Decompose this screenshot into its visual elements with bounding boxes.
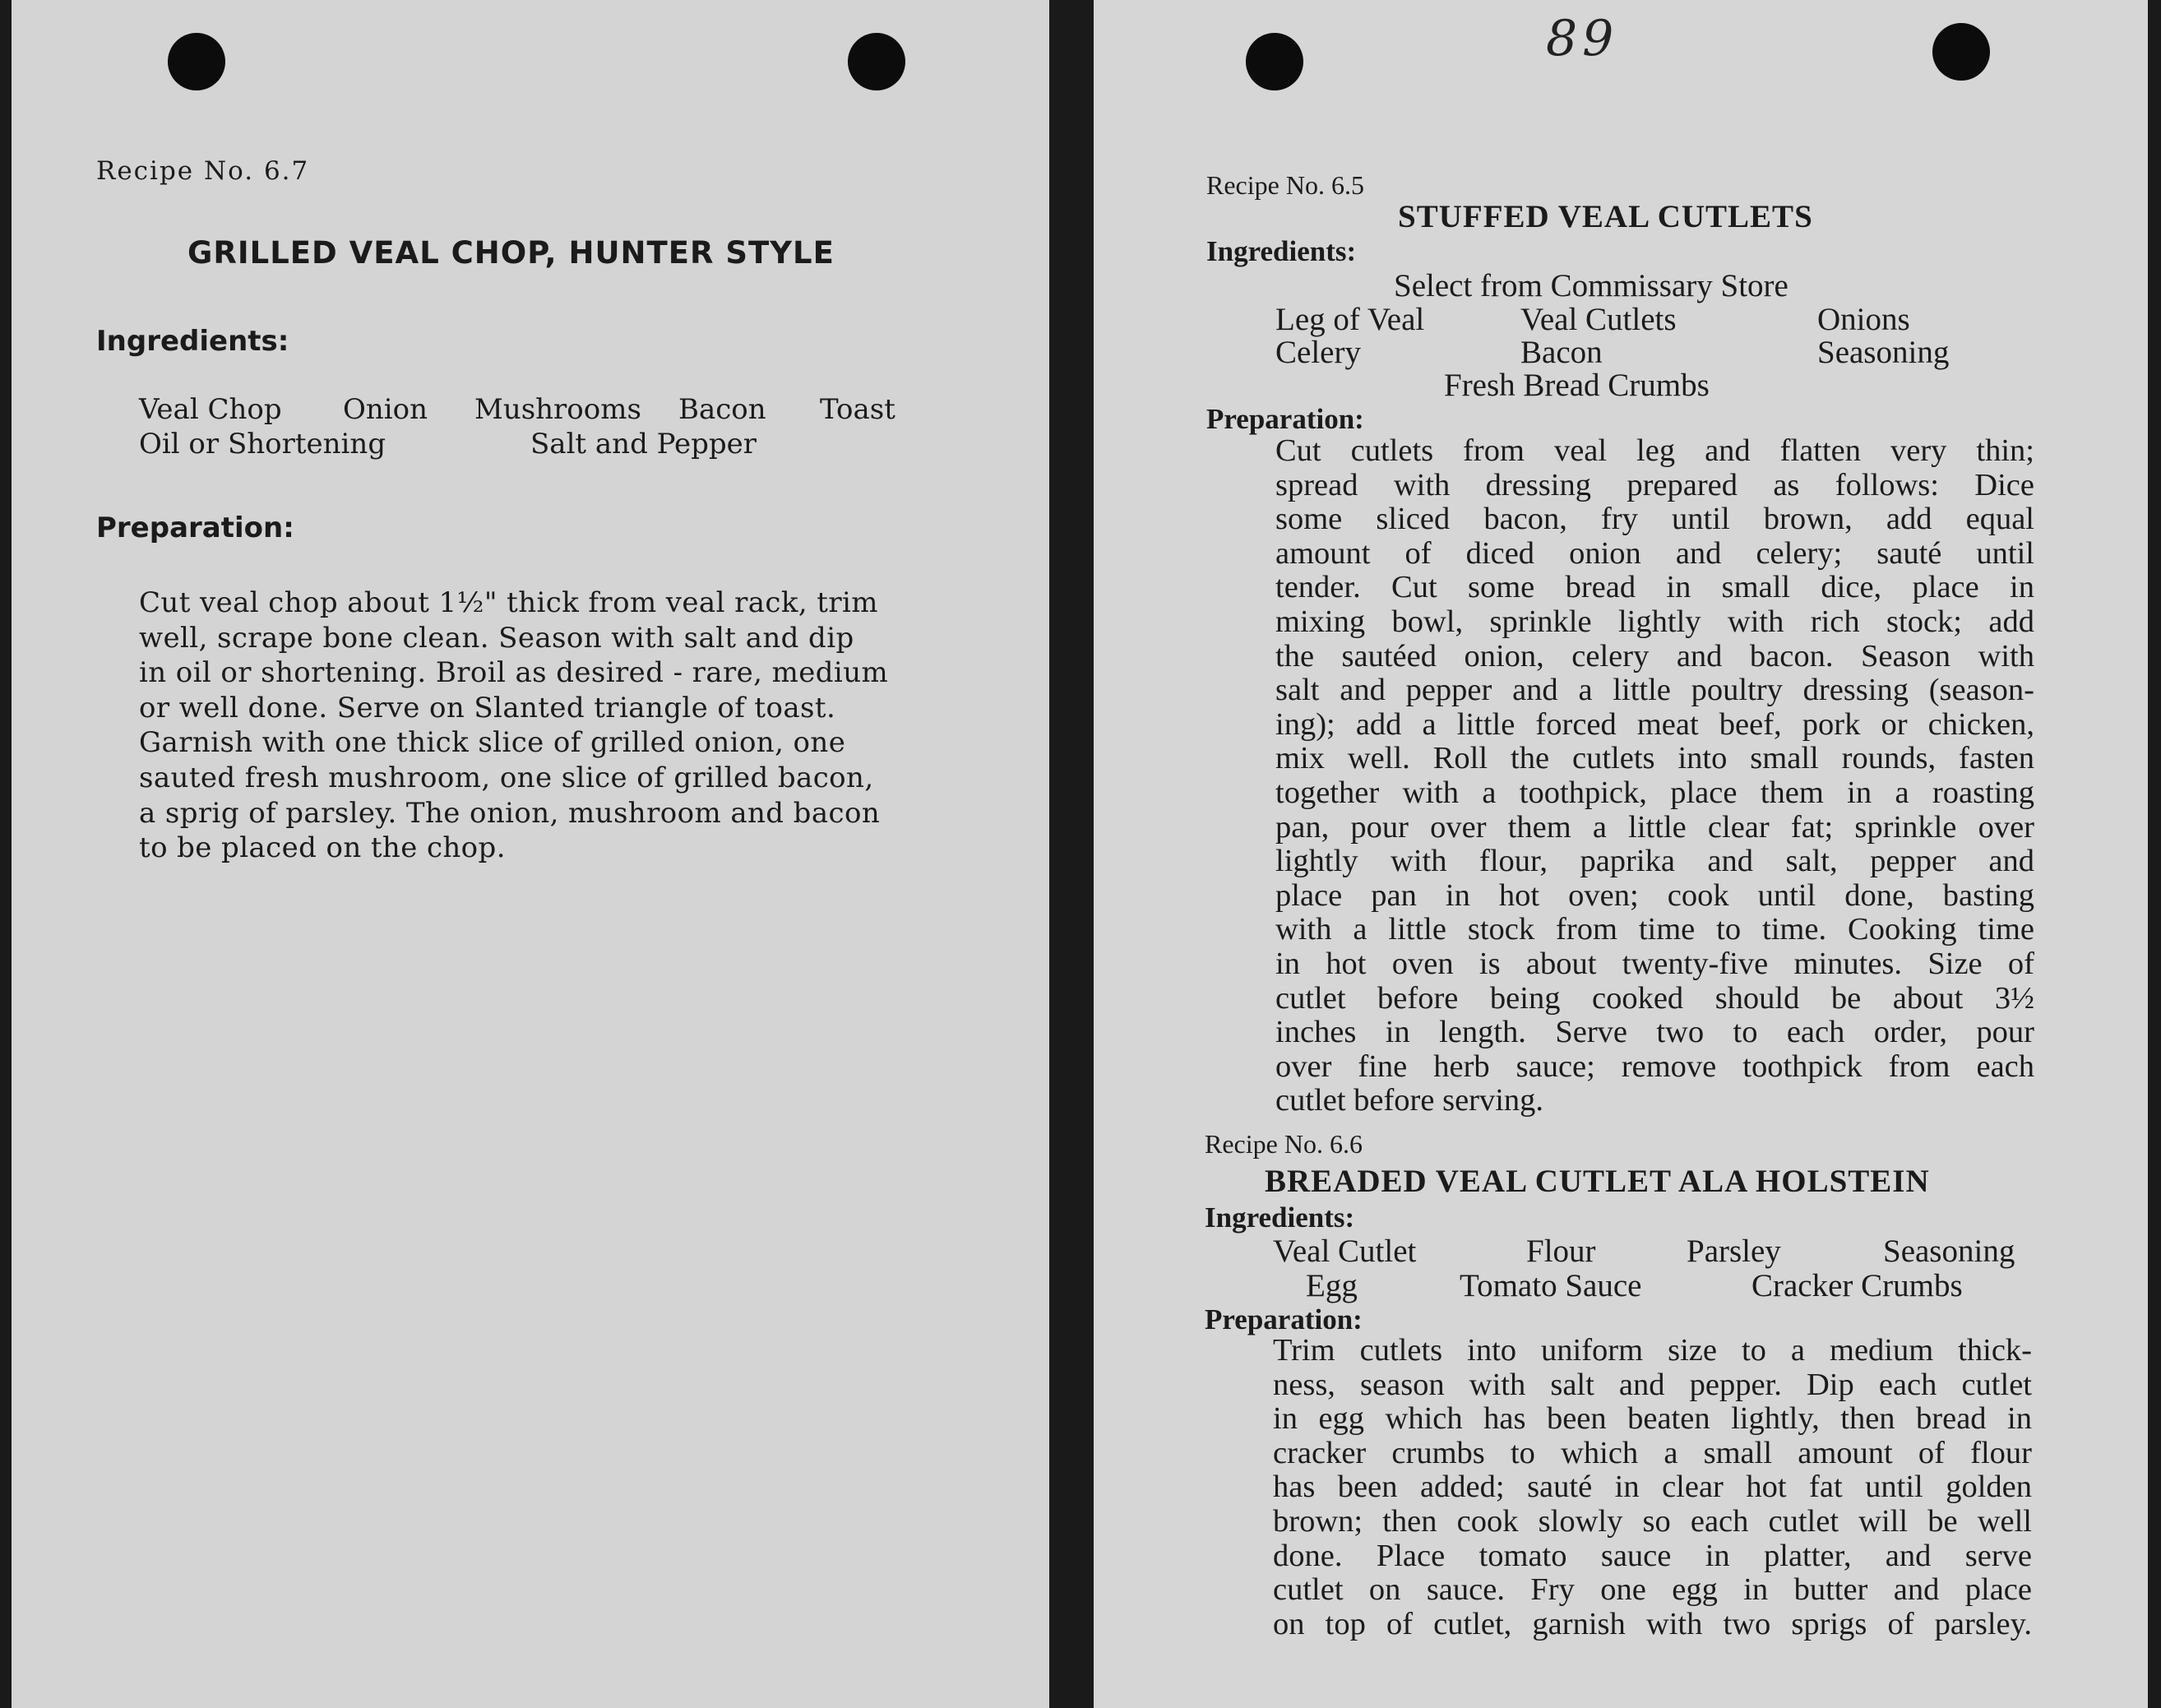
preparation-line: cutlet before serving. (1275, 1083, 1544, 1118)
ingredient-item: Mushrooms (474, 393, 641, 426)
ingredients-heading: Ingredients: (1205, 1201, 1355, 1234)
ingredient-item: Onion (343, 393, 428, 426)
recipe-number: Recipe No. 6.5 (1206, 170, 1364, 200)
preparation-line: has been added; sauté in clear hot fat until golden (1273, 1470, 2032, 1505)
preparation-text (1275, 434, 2034, 1118)
preparation-line: cutlet on sauce. Fry one egg in butter and place (1273, 1572, 2032, 1608)
preparation-heading: Preparation: (1205, 1303, 1363, 1335)
ingredients-note: Select from Commissary Store (1394, 268, 1788, 303)
ingredient-item: Veal Cutlets (1520, 302, 1677, 337)
preparation-line: amount of diced onion and celery; sauté until (1275, 535, 2034, 571)
preparation-line: tender. Cut some bread in small dice, place in (1275, 570, 2034, 605)
preparation-line: some sliced bacon, fry until brown, add equal (1275, 502, 2034, 537)
preparation-line: to be placed on the chop. (139, 831, 506, 865)
preparation-line: in oil or shortening. Broil as desired - rare, medium (139, 656, 889, 690)
preparation-line: a sprig of parsley. The onion, mushroom and bacon (139, 796, 881, 830)
ingredient-item: Oil or Shortening (139, 428, 386, 461)
ingredient-item: Seasoning (1883, 1234, 2015, 1269)
preparation-line: Garnish with one thick slice of grilled onion, one (139, 726, 846, 760)
ingredient-item: Flour (1526, 1234, 1596, 1269)
preparation-line: the sautéed onion, celery and bacon. Season with (1275, 638, 2034, 673)
ingredient-item: Leg of Veal (1275, 302, 1425, 337)
ingredient-item: Bacon (678, 393, 766, 426)
preparation-line: in egg which has been beaten lightly, then bread in (1273, 1401, 2032, 1437)
preparation-heading: Preparation: (96, 511, 294, 544)
ingredient-item: Parsley (1687, 1234, 1781, 1269)
ingredient-item: Seasoning (1817, 335, 1950, 370)
recipe-card-right (1094, 0, 2148, 1708)
preparation-line: mix well. Roll the cutlets into small rounds, fasten (1275, 741, 2034, 776)
preparation-line: pan, pour over them a little clear fat; sprinkle over (1275, 809, 2034, 845)
preparation-line: done. Place tomato sauce in platter, and serve (1273, 1538, 2032, 1573)
recipe-title: GRILLED VEAL CHOP, HUNTER STYLE (187, 235, 835, 271)
ingredient-item: Fresh Bread Crumbs (1444, 368, 1710, 403)
preparation-text (139, 586, 888, 866)
recipe-title: BREADED VEAL CUTLET ALA HOLSTEIN (1265, 1164, 1930, 1199)
recipe-title: STUFFED VEAL CUTLETS (1398, 199, 1813, 234)
ingredient-item: Toast (820, 393, 895, 426)
preparation-line: inches in length. Serve two to each order, pour (1275, 1015, 2034, 1050)
preparation-text (1273, 1334, 2032, 1641)
ingredients-heading: Ingredients: (1206, 235, 1357, 267)
ingredient-item: Veal Chop (139, 393, 282, 426)
ingredients-heading: Ingredients: (96, 325, 289, 358)
preparation-line: mixing bowl, sprinkle lightly with rich stock; add (1275, 604, 2034, 639)
binder-hole (848, 33, 905, 90)
preparation-line: brown; then cook slowly so each cutlet will be well (1273, 1503, 2032, 1539)
ingredient-item: Tomato Sauce (1460, 1268, 1642, 1303)
preparation-line: on top of cutlet, garnish with two sprigs of parsley. (1273, 1606, 2032, 1641)
preparation-line: Cut cutlets from veal leg and flatten very thin; (1275, 433, 2034, 468)
preparation-line: ing); add a little forced meat beef, pork or chicken, (1275, 706, 2034, 742)
ingredient-item: Salt and Pepper (530, 428, 757, 461)
preparation-line: ness, season with salt and pepper. Dip each cutlet (1273, 1367, 2032, 1402)
binder-hole (1246, 33, 1303, 90)
binder-hole (1932, 23, 1990, 81)
binder-hole (168, 33, 225, 90)
preparation-line: well, scrape bone clean. Season with salt and dip (139, 621, 854, 655)
preparation-heading: Preparation: (1206, 403, 1364, 435)
ingredient-item: Cracker Crumbs (1751, 1268, 1963, 1303)
preparation-line: with a little stock from time to time. Cooking time (1275, 912, 2034, 947)
ingredient-item: Bacon (1520, 335, 1603, 370)
preparation-line: in hot oven is about twenty-five minutes. Size of (1275, 946, 2034, 981)
preparation-line: lightly with flour, paprika and salt, pepper and (1275, 844, 2034, 879)
preparation-line: spread with dressing prepared as follows: Dice (1275, 467, 2034, 502)
preparation-line: cracker crumbs to which a small amount of flour (1273, 1435, 2032, 1470)
preparation-line: salt and pepper and a little poultry dressing (season- (1275, 673, 2034, 708)
preparation-line: over fine herb sauce; remove toothpick from each (1275, 1048, 2034, 1084)
handwritten-page-number: 89 (1546, 10, 1619, 67)
preparation-line: Trim cutlets into uniform size to a medium thick- (1273, 1333, 2032, 1368)
preparation-line: Cut veal chop about 1½" thick from veal rack, trim (139, 586, 878, 619)
preparation-line: or well done. Serve on Slanted triangle of toast. (139, 691, 836, 724)
recipe-number: Recipe No. 6.7 (96, 156, 310, 186)
preparation-line: sauted fresh mushroom, one slice of grilled bacon, (139, 761, 874, 794)
preparation-line: cutlet before being cooked should be about 3½ (1275, 980, 2034, 1016)
ingredient-item: Celery (1275, 335, 1361, 370)
ingredient-item: Egg (1306, 1268, 1358, 1303)
ingredient-item: Veal Cutlet (1273, 1234, 1417, 1269)
recipe-card-left (12, 0, 1049, 1708)
preparation-line: together with a toothpick, place them in a roasting (1275, 775, 2034, 810)
ingredient-item: Onions (1817, 302, 1910, 337)
preparation-line: place pan in hot oven; cook until done, basting (1275, 877, 2034, 913)
recipe-number: Recipe No. 6.6 (1205, 1129, 1363, 1159)
